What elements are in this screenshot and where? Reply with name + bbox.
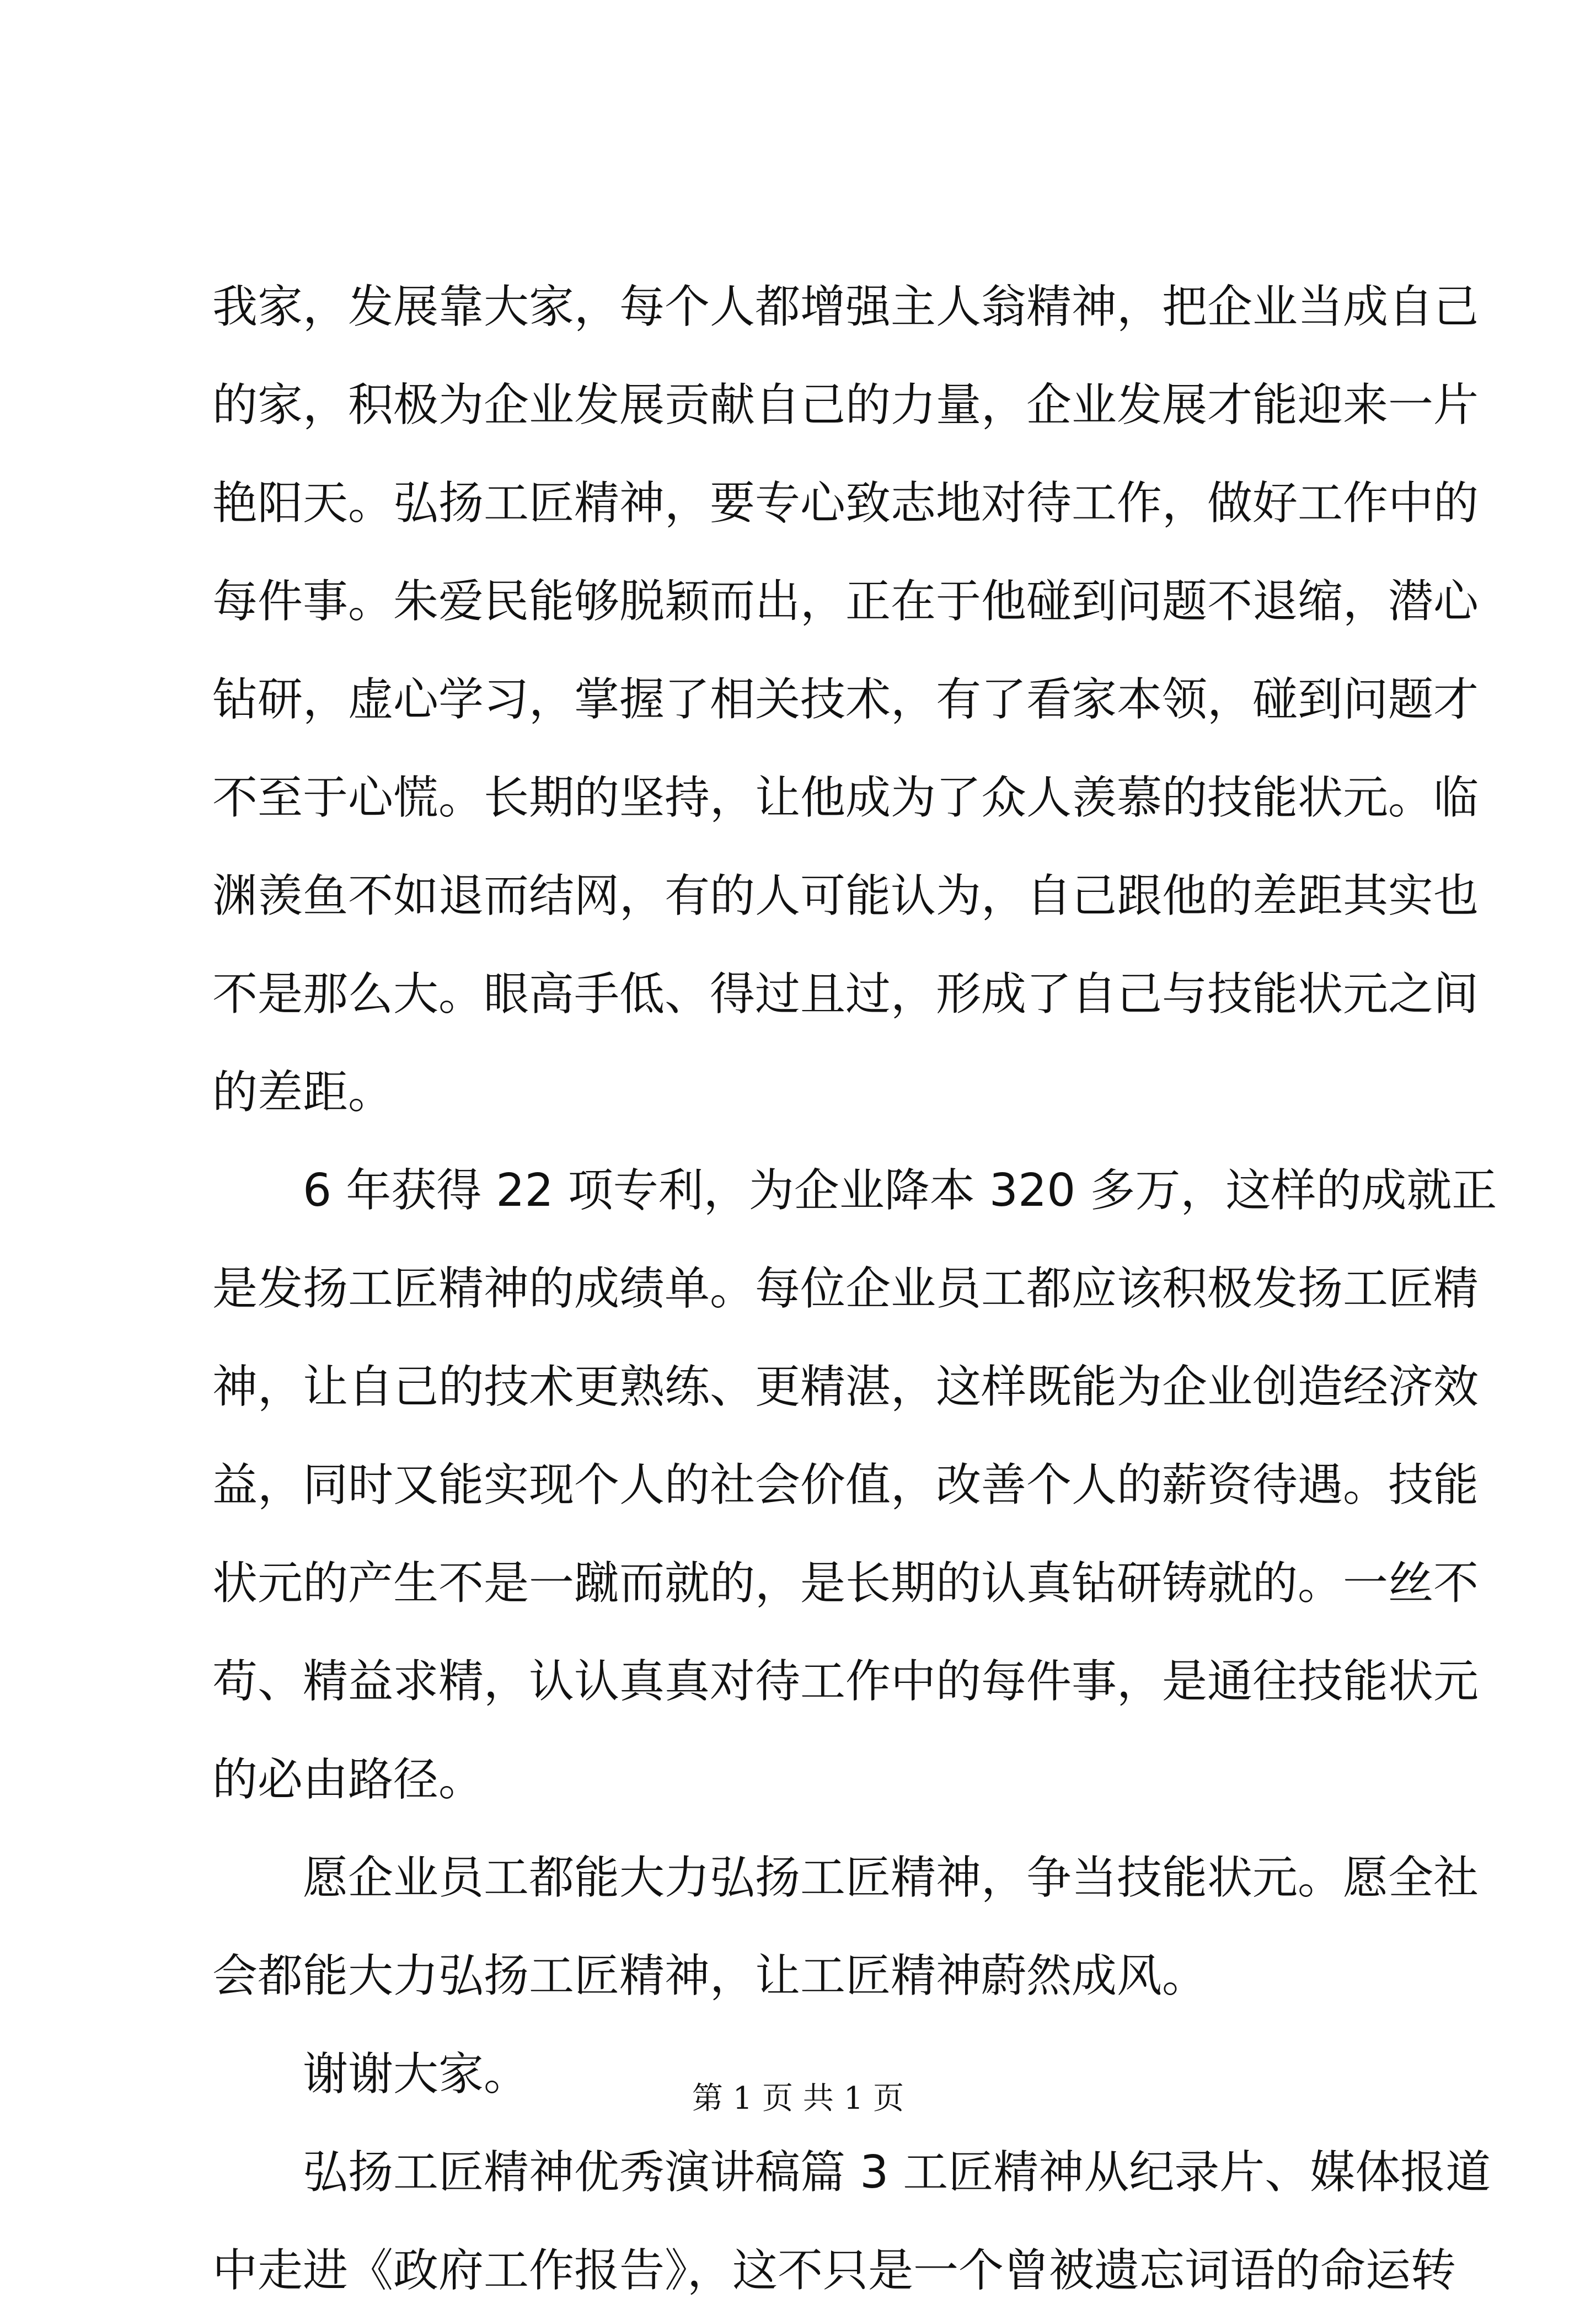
body-text (212, 258, 1497, 2320)
page-number-label: 第 1 页 共 1 页 (692, 2081, 904, 2116)
text-line: 益，同时又能实现个人的社会价值，改善个人的薪资待遇。技能 (212, 1459, 1479, 1511)
text-line: 是发扬工匠精神的成绩单。每位企业员工都应该积极发扬工匠精 (212, 1263, 1479, 1315)
text-line: 弘扬工匠精神优秀演讲稿篇 3 工匠精神从纪录片、媒体报道 (303, 2146, 1491, 2199)
text-line: 谢谢大家。 (303, 2048, 529, 2100)
text-line: 会都能大力弘扬工匠精神，让工匠精神蔚然成风。 (212, 1950, 1208, 2002)
text-line: 每件事。朱爱民能够脱颖而出，正在于他碰到问题不退缩，潜心 (212, 575, 1479, 628)
text-line: 不至于心慌。长期的坚持，让他成为了众人羡慕的技能状元。临 (212, 772, 1479, 824)
text-line: 神，让自己的技术更熟练、更精湛，这样既能为企业创造经济效 (212, 1361, 1479, 1413)
page-footer (0, 2074, 1596, 2118)
text-line: 的家，积极为企业发展贡献自己的力量，企业发展才能迎来一片 (212, 379, 1479, 431)
text-line: 的差距。 (212, 1066, 394, 1119)
text-line: 6 年获得 22 项专利，为企业降本 320 多万，这样的成就正 (303, 1164, 1497, 1217)
text-line: 苟、精益求精，认认真真对待工作中的每件事，是通往技能状元 (212, 1655, 1479, 1708)
text-line: 中走进《政府工作报告》，这不只是一个曾被遗忘词语的命运转 (212, 2244, 1456, 2297)
text-line: 状元的产生不是一蹴而就的，是长期的认真钻研铸就的。一丝不 (212, 1557, 1479, 1610)
text-line: 钻研，虚心学习，掌握了相关技术，有了看家本领，碰到问题才 (212, 673, 1479, 726)
text-line: 不是那么大。眼高手低、得过且过，形成了自己与技能状元之间 (212, 968, 1479, 1020)
text-line: 渊羡鱼不如退而结网，有的人可能认为，自己跟他的差距其实也 (212, 870, 1479, 922)
text-line: 愿企业员工都能大力弘扬工匠精神，争当技能状元。愿全社 (303, 1852, 1479, 1904)
text-line: 艳阳天。弘扬工匠精神，要专心致志地对待工作，做好工作中的 (212, 477, 1479, 530)
text-line: 的必由路径。 (212, 1754, 484, 1806)
text-line: 我家，发展靠大家，每个人都增强主人翁精神，把企业当成自己 (212, 281, 1479, 333)
